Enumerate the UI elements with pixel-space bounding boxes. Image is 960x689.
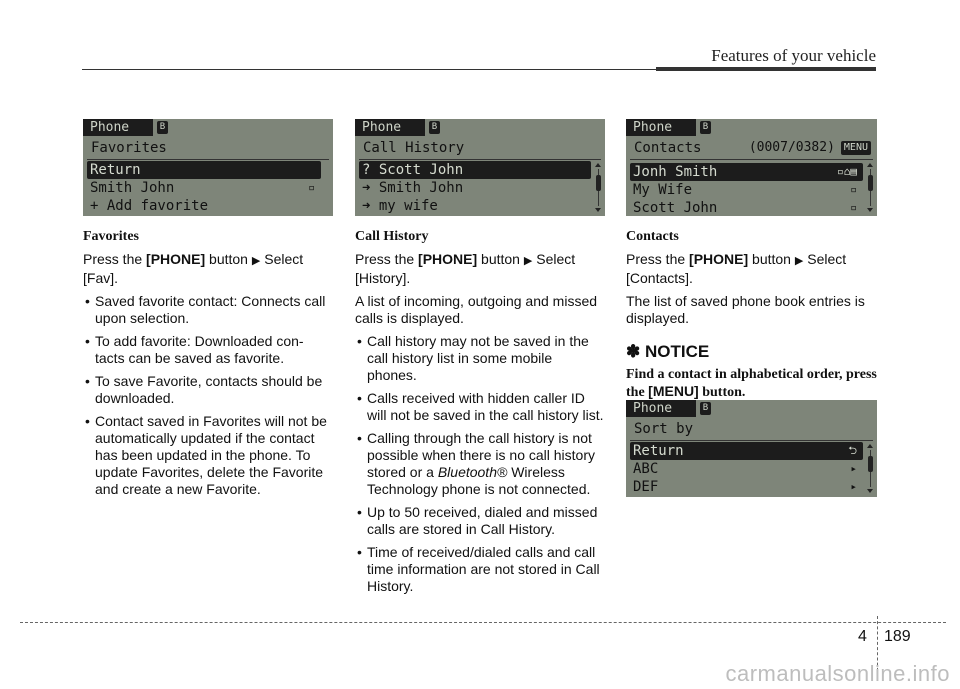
menu-badge[interactable]: MENU — [841, 141, 871, 155]
call-history-screen — [355, 119, 605, 216]
bullet-text: Wireless Technology phone is not connected. — [367, 464, 591, 497]
instruction-text: Press the — [626, 251, 686, 267]
row-label: Scott John — [633, 200, 718, 216]
list-item: • Time of received/dialed calls and call time information are not stored in Call History. — [355, 544, 605, 595]
list-item: • Call history may not be saved in the call history list in some mobile phones. — [355, 333, 605, 384]
phone-tab: Phone — [83, 119, 153, 136]
contact-item[interactable] — [630, 181, 863, 199]
scrollbar[interactable] — [596, 163, 601, 212]
return-icon: ⮌ — [848, 444, 857, 457]
instruction-text: [History]. — [355, 270, 411, 286]
sort-by-screen — [626, 400, 877, 497]
watermark: carmanualsonline.info — [725, 661, 950, 686]
row-label: Return — [90, 162, 141, 178]
row-label: ? Scott John — [362, 162, 464, 178]
scroll-down-icon — [867, 489, 873, 493]
scroll-thumb[interactable] — [596, 175, 601, 191]
contact-item[interactable] — [630, 199, 863, 216]
menu-key: [MENU] — [648, 383, 699, 399]
screen-divider — [630, 159, 873, 160]
phone-icon: ▫ — [308, 181, 315, 194]
intro-text: A list of incoming, outgoing and missed calls is displayed. — [355, 293, 598, 326]
phone-key: [PHONE] — [146, 251, 206, 267]
chevron-right-icon: ▸ — [850, 462, 857, 475]
row-label: DEF — [633, 479, 659, 495]
call-history-item[interactable] — [359, 197, 591, 215]
row-label: Jonh Smith — [633, 164, 718, 180]
notice-body — [626, 366, 878, 401]
phone-key: [PHONE] — [689, 251, 749, 267]
sort-option[interactable] — [630, 460, 863, 478]
bluetooth-brand: Bluetooth® — [437, 464, 508, 480]
bluetooth-icon: B — [429, 121, 440, 134]
arrow-right-icon: ▶ — [523, 255, 533, 267]
list-item: • Up to 50 received, dialed and missed calls are stored in Call History. — [355, 504, 605, 538]
bullet-list — [83, 293, 333, 498]
footer-rule — [20, 622, 946, 623]
row-label: Return — [633, 443, 684, 459]
call-history-item[interactable] — [359, 161, 591, 179]
list-item: • Saved favorite contact: Connects call upon selection. — [83, 293, 333, 327]
screen-titlebar — [626, 119, 877, 136]
page-header-title: Features of your vehicle — [711, 46, 876, 65]
favorites-screen — [83, 119, 333, 216]
notice-title: ✽ NOTICE — [626, 342, 710, 361]
page-number: 189 — [884, 628, 911, 645]
row-label: Smith John — [90, 180, 175, 196]
scroll-up-icon — [867, 444, 873, 448]
scrollbar[interactable] — [868, 444, 873, 493]
scroll-up-icon — [867, 163, 873, 167]
screen-titlebar — [83, 119, 333, 136]
instruction-text: [Fav]. — [83, 270, 119, 286]
section-heading: Call History — [355, 229, 429, 244]
bluetooth-icon: B — [157, 121, 168, 134]
header-rule-accent — [656, 67, 876, 71]
section-heading: Favorites — [83, 229, 139, 244]
screen-title: Sort by — [634, 421, 694, 437]
row-label: My Wife — [633, 182, 693, 198]
add-favorite-item[interactable] — [87, 197, 321, 215]
notice-text: Find a contact in alphabetical order, press the — [626, 367, 877, 400]
intro-text: The list of saved phone book entries is displayed. — [626, 293, 865, 326]
instruction-text: Select — [807, 251, 847, 267]
phone-tab: Phone — [626, 400, 696, 417]
section-heading: Contacts — [626, 229, 679, 244]
instruction-text: Select — [264, 251, 304, 267]
chevron-right-icon: ▸ — [850, 480, 857, 493]
chapter-number: 4 — [858, 628, 867, 645]
phone-icon: ▫ — [850, 201, 857, 214]
instruction — [355, 251, 605, 287]
bluetooth-icon: B — [700, 402, 711, 415]
instruction-text: button — [481, 251, 520, 267]
list-item: • To save Favorite, contacts should be downloaded. — [83, 373, 333, 407]
instruction-text: button — [209, 251, 248, 267]
contact-item[interactable] — [630, 163, 863, 181]
list-item: • Contact saved in Favorites will not be automatically updated if the contact has been updated in the phone. To update Favorites, delete the Favorite and create a new Favorite. — [83, 413, 333, 498]
instruction-text: Press the — [83, 251, 143, 267]
screen-title: Contacts — [634, 140, 702, 156]
sort-option[interactable] — [630, 478, 863, 496]
screen-divider — [630, 440, 873, 441]
instruction-text: Select — [536, 251, 576, 267]
bluetooth-icon: B — [700, 121, 711, 134]
instruction-text: button — [752, 251, 791, 267]
arrow-right-icon: ▶ — [794, 255, 804, 267]
scroll-down-icon — [595, 208, 601, 212]
bullet-text: Calling through the call history is not possible when there is no call history stored or a — [367, 430, 596, 480]
favorite-item[interactable] — [87, 179, 321, 197]
phone-key: [PHONE] — [418, 251, 478, 267]
contacts-count: (0007/0382) — [748, 140, 835, 155]
scroll-thumb[interactable] — [868, 456, 873, 472]
favorites-section — [83, 228, 333, 504]
row-label: ABC — [633, 461, 659, 477]
phone-tab: Phone — [626, 119, 696, 136]
contacts-screen — [626, 119, 877, 216]
instruction — [626, 251, 878, 287]
return-item[interactable] — [87, 161, 321, 179]
list-item — [355, 430, 605, 498]
list-item: • To add favorite: Downloaded con-tacts can be saved as favorite. — [83, 333, 333, 367]
call-history-section — [355, 228, 605, 601]
row-label: ➜ Smith John — [362, 180, 464, 196]
phone-tab: Phone — [355, 119, 425, 136]
instruction — [83, 251, 333, 287]
row-label: + Add favorite — [90, 198, 209, 214]
contacts-header-right — [749, 139, 871, 157]
scroll-down-icon — [867, 208, 873, 212]
screen-title: Call History — [363, 140, 465, 156]
list-item: • Calls received with hidden caller ID will not be saved in the call history list. — [355, 390, 605, 424]
contact-type-icons: ▫⌂▤ — [837, 165, 857, 178]
scroll-thumb[interactable] — [868, 175, 873, 191]
bullet-list — [355, 333, 605, 595]
call-history-item[interactable] — [359, 179, 591, 197]
scrollbar[interactable] — [868, 163, 873, 212]
screen-titlebar — [355, 119, 605, 136]
notice-text: button. — [702, 385, 746, 400]
screen-divider — [87, 159, 329, 160]
screen-divider — [359, 159, 601, 160]
instruction-text: Press the — [355, 251, 415, 267]
arrow-right-icon: ▶ — [251, 255, 261, 267]
contacts-section — [626, 228, 878, 407]
screen-title: Favorites — [91, 140, 167, 156]
return-item[interactable] — [630, 442, 863, 460]
instruction-text: [Contacts]. — [626, 270, 693, 286]
phone-icon: ▫ — [850, 183, 857, 196]
scroll-up-icon — [595, 163, 601, 167]
row-label: ➜ my wife — [362, 198, 438, 214]
